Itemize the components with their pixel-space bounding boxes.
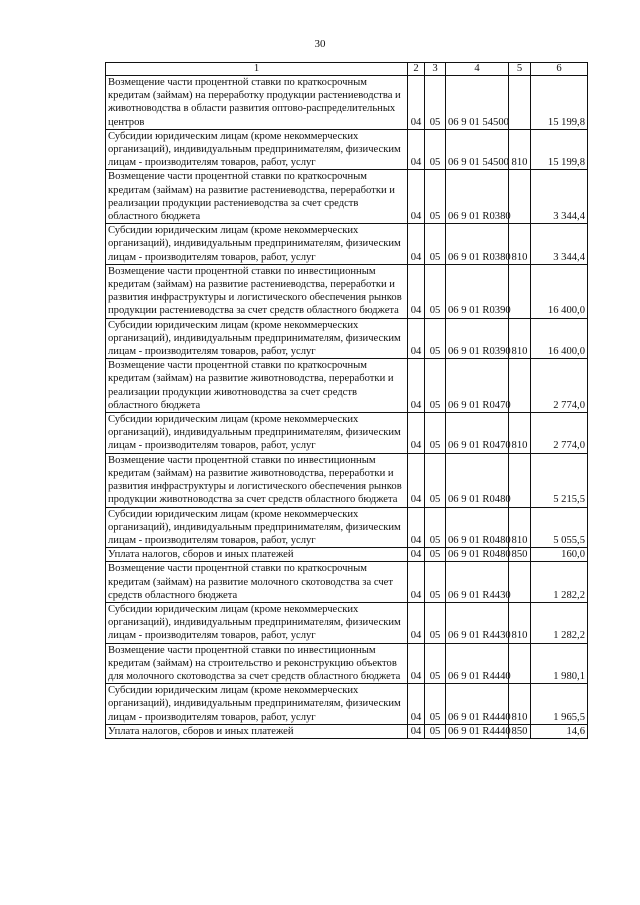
row-name-cell: Возмещение части процентной ставки по инвестиционным кредитам (займам) на развитие животноводства, переработки и развития инфраструктуры и логистического обеспечения рынков продукции животноводства за счет средств областного бюджета (106, 453, 408, 507)
header-cell: 4 (446, 63, 509, 76)
expense-type-cell (509, 170, 531, 224)
amount-cell: 3 344,4 (531, 170, 588, 224)
amount-cell: 16 400,0 (531, 318, 588, 359)
expense-type-cell: 810 (509, 318, 531, 359)
section-code-cell: 04 (408, 548, 425, 562)
header-cell: 1 (106, 63, 408, 76)
target-article-cell: 06 9 01 R4440 (446, 643, 509, 684)
budget-table (105, 62, 588, 739)
expense-type-cell: 810 (509, 413, 531, 454)
section-code-cell: 04 (408, 76, 425, 130)
section-code-cell: 04 (408, 413, 425, 454)
expense-type-cell: 810 (509, 129, 531, 170)
target-article-cell: 06 9 01 R0480 (446, 453, 509, 507)
section-code-cell: 04 (408, 170, 425, 224)
target-article-cell: 06 9 01 R0480 (446, 507, 509, 548)
subsection-code-cell: 05 (425, 643, 446, 684)
table-row (106, 264, 588, 318)
expense-type-cell: 850 (509, 548, 531, 562)
subsection-code-cell: 05 (425, 76, 446, 130)
table-row (106, 170, 588, 224)
target-article-cell: 06 9 01 R0390 (446, 264, 509, 318)
table-row (106, 359, 588, 413)
table-row (106, 724, 588, 738)
target-article-cell: 06 9 01 54500 (446, 129, 509, 170)
subsection-code-cell: 05 (425, 684, 446, 725)
amount-cell: 16 400,0 (531, 264, 588, 318)
section-code-cell: 04 (408, 562, 425, 603)
target-article-cell: 06 9 01 R4430 (446, 602, 509, 643)
table-row (106, 318, 588, 359)
subsection-code-cell: 05 (425, 413, 446, 454)
target-article-cell: 06 9 01 R4440 (446, 684, 509, 725)
subsection-code-cell: 05 (425, 724, 446, 738)
table-row (106, 507, 588, 548)
amount-cell: 14,6 (531, 724, 588, 738)
row-name-cell: Возмещение части процентной ставки по краткосрочным кредитам (займам) на переработку продукции растениеводства и животноводства в области развития оптово-распределительных центров (106, 76, 408, 130)
target-article-cell: 06 9 01 54500 (446, 76, 509, 130)
subsection-code-cell: 05 (425, 562, 446, 603)
row-name-cell: Субсидии юридическим лицам (кроме некоммерческих организаций), индивидуальным предпринимателям, физическим лицам - производителям товаров, работ, услуг (106, 129, 408, 170)
section-code-cell: 04 (408, 684, 425, 725)
subsection-code-cell: 05 (425, 359, 446, 413)
target-article-cell: 06 9 01 R0470 (446, 359, 509, 413)
table-row (106, 602, 588, 643)
section-code-cell: 04 (408, 318, 425, 359)
amount-cell: 1 282,2 (531, 602, 588, 643)
section-code-cell: 04 (408, 602, 425, 643)
amount-cell: 1 980,1 (531, 643, 588, 684)
row-name-cell: Субсидии юридическим лицам (кроме некоммерческих организаций), индивидуальным предпринимателям, физическим лицам - производителям товаров, работ, услуг (106, 507, 408, 548)
table-row (106, 562, 588, 603)
target-article-cell: 06 9 01 R0380 (446, 170, 509, 224)
amount-cell: 1 282,2 (531, 562, 588, 603)
subsection-code-cell: 05 (425, 224, 446, 265)
target-article-cell: 06 9 01 R0470 (446, 413, 509, 454)
row-name-cell: Возмещение части процентной ставки по краткосрочным кредитам (займам) на развитие молочного скотоводства за счет средств областного бюджета (106, 562, 408, 603)
expense-type-cell: 810 (509, 224, 531, 265)
expense-type-cell: 810 (509, 602, 531, 643)
amount-cell: 15 199,8 (531, 76, 588, 130)
subsection-code-cell: 05 (425, 129, 446, 170)
expense-type-cell: 810 (509, 684, 531, 725)
amount-cell: 5 215,5 (531, 453, 588, 507)
table-row (106, 643, 588, 684)
section-code-cell: 04 (408, 359, 425, 413)
row-name-cell: Возмещение части процентной ставки по инвестиционным кредитам (займам) на строительство и реконструкцию объектов для молочного скотоводства за счет средств областного бюджета (106, 643, 408, 684)
expense-type-cell (509, 264, 531, 318)
expense-type-cell (509, 359, 531, 413)
amount-cell: 15 199,8 (531, 129, 588, 170)
table-row (106, 224, 588, 265)
row-name-cell: Субсидии юридическим лицам (кроме некоммерческих организаций), индивидуальным предпринимателям, физическим лицам - производителям товаров, работ, услуг (106, 413, 408, 454)
section-code-cell: 04 (408, 264, 425, 318)
amount-cell: 3 344,4 (531, 224, 588, 265)
target-article-cell: 06 9 01 R0380 (446, 224, 509, 265)
amount-cell: 1 965,5 (531, 684, 588, 725)
row-name-cell: Возмещение части процентной ставки по краткосрочным кредитам (займам) на развитие животноводства, переработки и реализации продукции животноводства за счет средств областного бюджета (106, 359, 408, 413)
target-article-cell: 06 9 01 R4440 (446, 724, 509, 738)
row-name-cell: Субсидии юридическим лицам (кроме некоммерческих организаций), индивидуальным предпринимателям, физическим лицам - производителям товаров, работ, услуг (106, 318, 408, 359)
table-row (106, 413, 588, 454)
subsection-code-cell: 05 (425, 318, 446, 359)
amount-cell: 5 055,5 (531, 507, 588, 548)
row-name-cell: Возмещение части процентной ставки по краткосрочным кредитам (займам) на развитие растениеводства, переработки и реализации продукции растениеводства за счет средств областного бюджета (106, 170, 408, 224)
amount-cell: 2 774,0 (531, 413, 588, 454)
target-article-cell: 06 9 01 R4430 (446, 562, 509, 603)
row-name-cell: Субсидии юридическим лицам (кроме некоммерческих организаций), индивидуальным предпринимателям, физическим лицам - производителям товаров, работ, услуг (106, 602, 408, 643)
target-article-cell: 06 9 01 R0390 (446, 318, 509, 359)
expense-type-cell (509, 562, 531, 603)
subsection-code-cell: 05 (425, 602, 446, 643)
section-code-cell: 04 (408, 724, 425, 738)
subsection-code-cell: 05 (425, 507, 446, 548)
table-row (106, 548, 588, 562)
subsection-code-cell: 05 (425, 170, 446, 224)
row-name-cell: Субсидии юридическим лицам (кроме некоммерческих организаций), индивидуальным предпринимателям, физическим лицам - производителям товаров, работ, услуг (106, 684, 408, 725)
target-article-cell: 06 9 01 R0480 (446, 548, 509, 562)
header-cell: 2 (408, 63, 425, 76)
row-name-cell: Уплата налогов, сборов и иных платежей (106, 548, 408, 562)
row-name-cell: Субсидии юридическим лицам (кроме некоммерческих организаций), индивидуальным предпринимателям, физическим лицам - производителям товаров, работ, услуг (106, 224, 408, 265)
expense-type-cell: 810 (509, 507, 531, 548)
expense-type-cell (509, 76, 531, 130)
amount-cell: 160,0 (531, 548, 588, 562)
section-code-cell: 04 (408, 129, 425, 170)
section-code-cell: 04 (408, 643, 425, 684)
expense-type-cell (509, 453, 531, 507)
subsection-code-cell: 05 (425, 453, 446, 507)
amount-cell: 2 774,0 (531, 359, 588, 413)
table-row (106, 76, 588, 130)
section-code-cell: 04 (408, 453, 425, 507)
table-row (106, 684, 588, 725)
row-name-cell: Возмещение части процентной ставки по инвестиционным кредитам (займам) на развитие растениеводства, переработки и развития инфраструктуры и логистического обеспечения рынков продукции растениеводства за счет средств областного бюджета (106, 264, 408, 318)
section-code-cell: 04 (408, 507, 425, 548)
expense-type-cell: 850 (509, 724, 531, 738)
row-name-cell: Уплата налогов, сборов и иных платежей (106, 724, 408, 738)
header-cell: 3 (425, 63, 446, 76)
section-code-cell: 04 (408, 224, 425, 265)
subsection-code-cell: 05 (425, 548, 446, 562)
table-row (106, 129, 588, 170)
expense-type-cell (509, 643, 531, 684)
header-row (106, 63, 588, 76)
table-row (106, 453, 588, 507)
header-cell: 5 (509, 63, 531, 76)
header-cell: 6 (531, 63, 588, 76)
page-number: 30 (314, 38, 326, 50)
subsection-code-cell: 05 (425, 264, 446, 318)
